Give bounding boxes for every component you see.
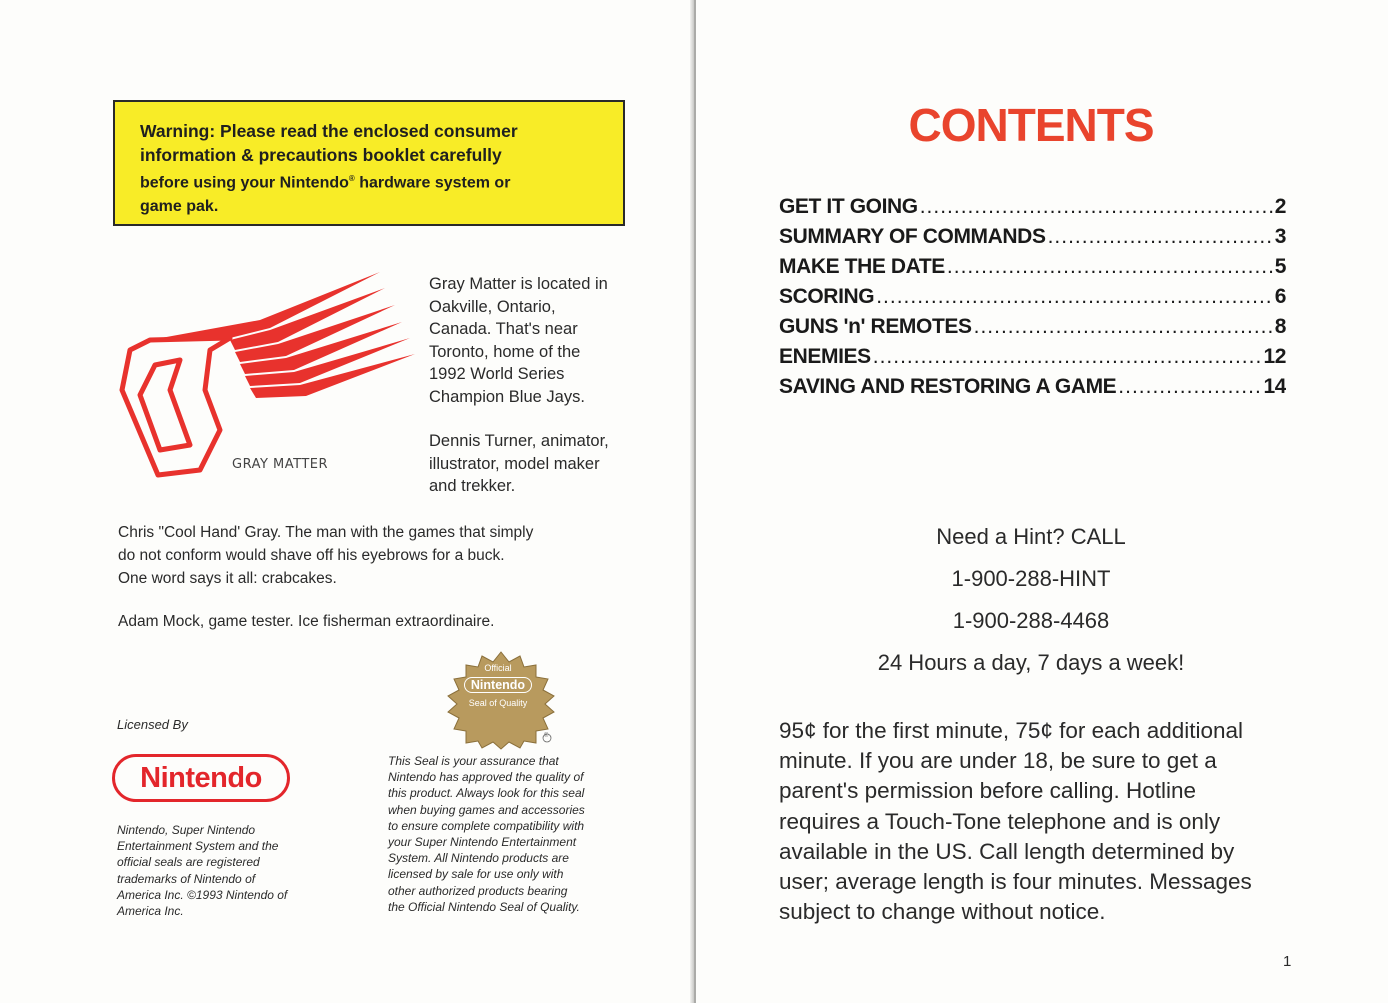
gray-matter-bio [429, 273, 608, 408]
seal-line: to ensure complete compatibility with [388, 818, 585, 833]
price-line: available in the US. Call length determined by [779, 838, 1235, 864]
price-line: 95¢ for the first minute, 75¢ for each additional [779, 718, 1244, 743]
toc-page: 12 [1263, 345, 1286, 368]
warning-line: game pak. [140, 198, 219, 216]
bio-line: Toronto, home of the [429, 342, 581, 361]
price-line: user; average length is four minutes. Messages [779, 869, 1252, 895]
warning-line: information & precautions booklet carefully [140, 145, 502, 165]
toc-leader [1118, 372, 1261, 402]
seal-line: your Super Nintendo Entertainment [388, 835, 577, 850]
trademark-line: America Inc. [117, 904, 184, 919]
toc-page: 6 [1274, 285, 1286, 308]
registered-mark: ® [348, 174, 355, 183]
toc-label: ENEMIES [779, 345, 871, 368]
seal-line: licensed by sale for use only with [388, 867, 564, 882]
trademark-text [117, 822, 287, 919]
trademark-line: official seals are registered [117, 855, 260, 870]
table-of-contents [779, 192, 1286, 402]
seal-line: when buying games and accessories [388, 802, 585, 817]
nintendo-logo [112, 754, 290, 802]
bio-line: illustrator, model maker [429, 454, 600, 473]
toc-leader [920, 192, 1273, 222]
price-line: requires a Touch-Tone telephone and is only [779, 808, 1221, 834]
bio-line: Champion Blue Jays. [429, 387, 585, 406]
seal-quality: Seal of Quality [468, 698, 528, 708]
toc-label: SCORING [779, 285, 875, 308]
logo-caption: GRAY MATTER [232, 457, 329, 472]
hint-phone-digits: 1-900-288-4468 [952, 608, 1110, 633]
nintendo-logo-text: Nintendo [140, 761, 262, 794]
price-line: parent's permission before calling. Hotline [779, 778, 1197, 804]
bio-line: Canada. That's near [429, 320, 578, 338]
toc-label: MAKE THE DATE [779, 255, 945, 278]
trademark-line: Nintendo, Super Nintendo [117, 823, 256, 837]
toc-entry[interactable] [779, 342, 1286, 372]
toc-label: SAVING AND RESTORING A GAME [779, 375, 1117, 398]
toc-entry[interactable] [779, 282, 1286, 312]
bio-line: One word says it all: crabcakes. [118, 570, 337, 587]
toc-leader [876, 282, 1273, 312]
warning-text: before using your Nintendo [140, 174, 349, 192]
seal-brand: Nintendo [464, 677, 532, 693]
bio-line: 1992 World Series [429, 365, 565, 383]
mock-bio: Adam Mock, game tester. Ice fisherman extraordinaire. [118, 613, 495, 630]
warning-line [140, 167, 605, 195]
price-info [779, 716, 1299, 927]
toc-label: GUNS 'n' REMOTES [779, 315, 972, 338]
seal-line: the Official Nintendo Seal of Quality. [388, 899, 580, 914]
price-line: subject to change without notice. [779, 899, 1106, 925]
contents-title: CONTENTS [908, 99, 1154, 151]
toc-leader [947, 252, 1273, 282]
toc-entry[interactable] [779, 372, 1286, 402]
toc-label: SUMMARY OF COMMANDS [779, 225, 1046, 248]
seal-line: other authorized products bearing [388, 883, 568, 898]
hint-phone-letters: 1-900-288-HINT [951, 566, 1111, 591]
gray-bio [118, 521, 533, 590]
seal-assurance-text [388, 753, 585, 915]
toc-leader [1048, 222, 1273, 252]
toc-page: 5 [1274, 255, 1286, 278]
trademark-line: America Inc. ©1993 Nintendo of [117, 887, 288, 902]
seal-line: This Seal is your assurance that [388, 754, 559, 768]
warning-box [113, 100, 625, 226]
trademark-line: Entertainment System and the [117, 839, 279, 854]
bio-line: and trekker. [429, 477, 516, 495]
toc-leader [873, 342, 1262, 372]
bio-line: do not conform would shave off his eyebrows for a buck. [118, 547, 505, 564]
bio-line: Dennis Turner, animator, [429, 432, 609, 450]
toc-leader [974, 312, 1273, 342]
hint-heading: Need a Hint? CALL [936, 524, 1126, 549]
seal-line: this product. Always look for this seal [388, 786, 585, 801]
toc-page: 3 [1274, 225, 1286, 248]
toc-entry[interactable] [779, 252, 1286, 282]
page-number: 1 [1283, 953, 1292, 970]
seal-line: Nintendo has approved the quality of [388, 770, 584, 785]
hint-hours: 24 Hours a day, 7 days a week! [877, 650, 1185, 675]
toc-page: 14 [1263, 375, 1286, 398]
bio-line: Gray Matter is located in [429, 275, 608, 293]
turner-bio [429, 430, 609, 498]
licensed-by: Licensed By [117, 717, 188, 732]
seal-official: Official [484, 663, 512, 673]
seal-line: System. All Nintendo products are [388, 851, 569, 866]
seal-text [430, 663, 572, 708]
toc-entry[interactable] [779, 312, 1286, 342]
price-line: minute. If you are under 18, be sure to get a [779, 748, 1217, 774]
toc-entry[interactable] [779, 192, 1286, 222]
trademark-line: trademarks of Nintendo of [117, 871, 256, 886]
toc-entry[interactable] [779, 222, 1286, 252]
bio-line: Chris "Cool Hand' Gray. The man with the games that simply [118, 524, 534, 541]
warning-text: hardware system or [354, 174, 511, 192]
bio-line: Oakville, Ontario, [429, 297, 556, 316]
warning-line: Warning: Please read the enclosed consumer [140, 121, 518, 141]
toc-label: GET IT GOING [779, 195, 918, 218]
toc-page: 2 [1274, 195, 1286, 218]
toc-page: 8 [1274, 315, 1286, 338]
seal-registered-mark: ® [544, 733, 549, 739]
